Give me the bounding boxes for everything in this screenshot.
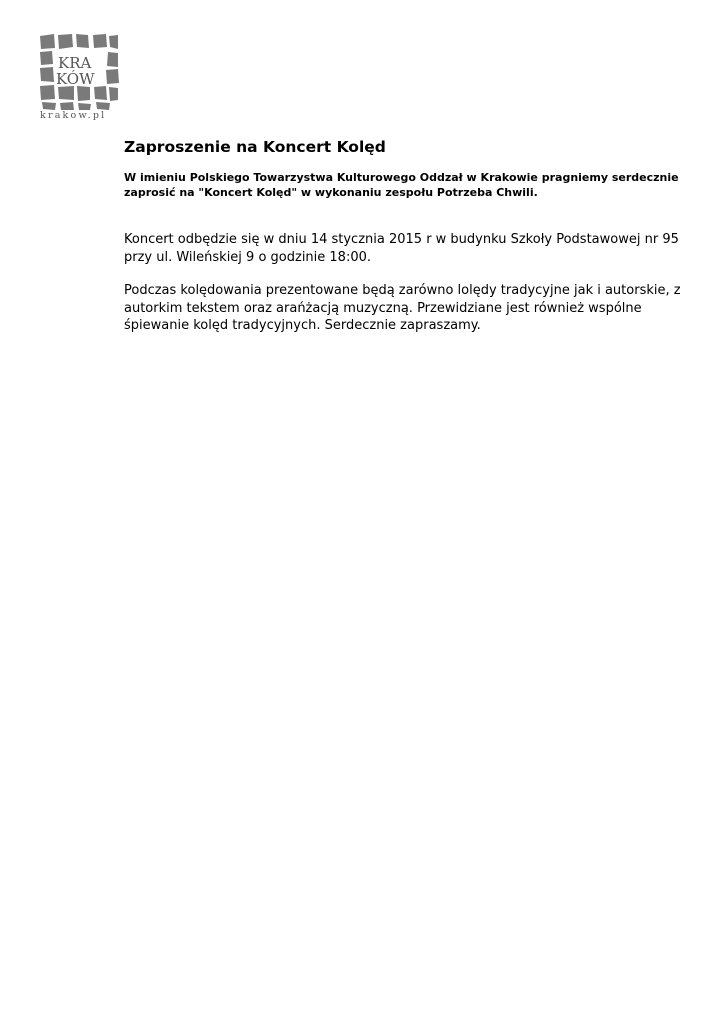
paragraph-line: przy ul. Wileńskiej 9 o godzinie 18:00. (124, 249, 372, 265)
paragraph-line: śpiewanie kolęd tradycyjnych. Serdecznie zapraszamy. (124, 318, 481, 334)
program-paragraph (124, 282, 714, 335)
letter-title: Zaproszenie na Koncert Kolęd (124, 138, 386, 156)
logo-text-line1: KRA (58, 54, 92, 72)
intro-line: W imieniu Polskiego Towarzystwa Kulturowego Oddzał w Krakowie pragniemy serdecznie (124, 171, 679, 184)
krakow-logo-graphic (38, 32, 120, 112)
logo-caption: krakow.pl (40, 110, 107, 121)
intro-line: zaprosić na "Koncert Kolęd" w wykonaniu zespołu Potrzeba Chwili. (124, 186, 538, 199)
letter-intro (124, 170, 714, 200)
event-details-paragraph (124, 231, 714, 266)
logo-text-line2: KÓW (56, 70, 95, 88)
paragraph-line: Podczas kolędowania prezentowane będą zarówno lolędy tradycyjne jak i autorskie, z (124, 283, 681, 299)
paragraph-line: Koncert odbędzie się w dniu 14 stycznia 2015 r w budynku Szkoły Podstawowej nr 95 (124, 232, 679, 247)
paragraph-line: autorkim tekstem oraz arańżacją muzyczną. Przewidziane jest również wspólne (124, 300, 642, 316)
letter-body (124, 136, 714, 335)
